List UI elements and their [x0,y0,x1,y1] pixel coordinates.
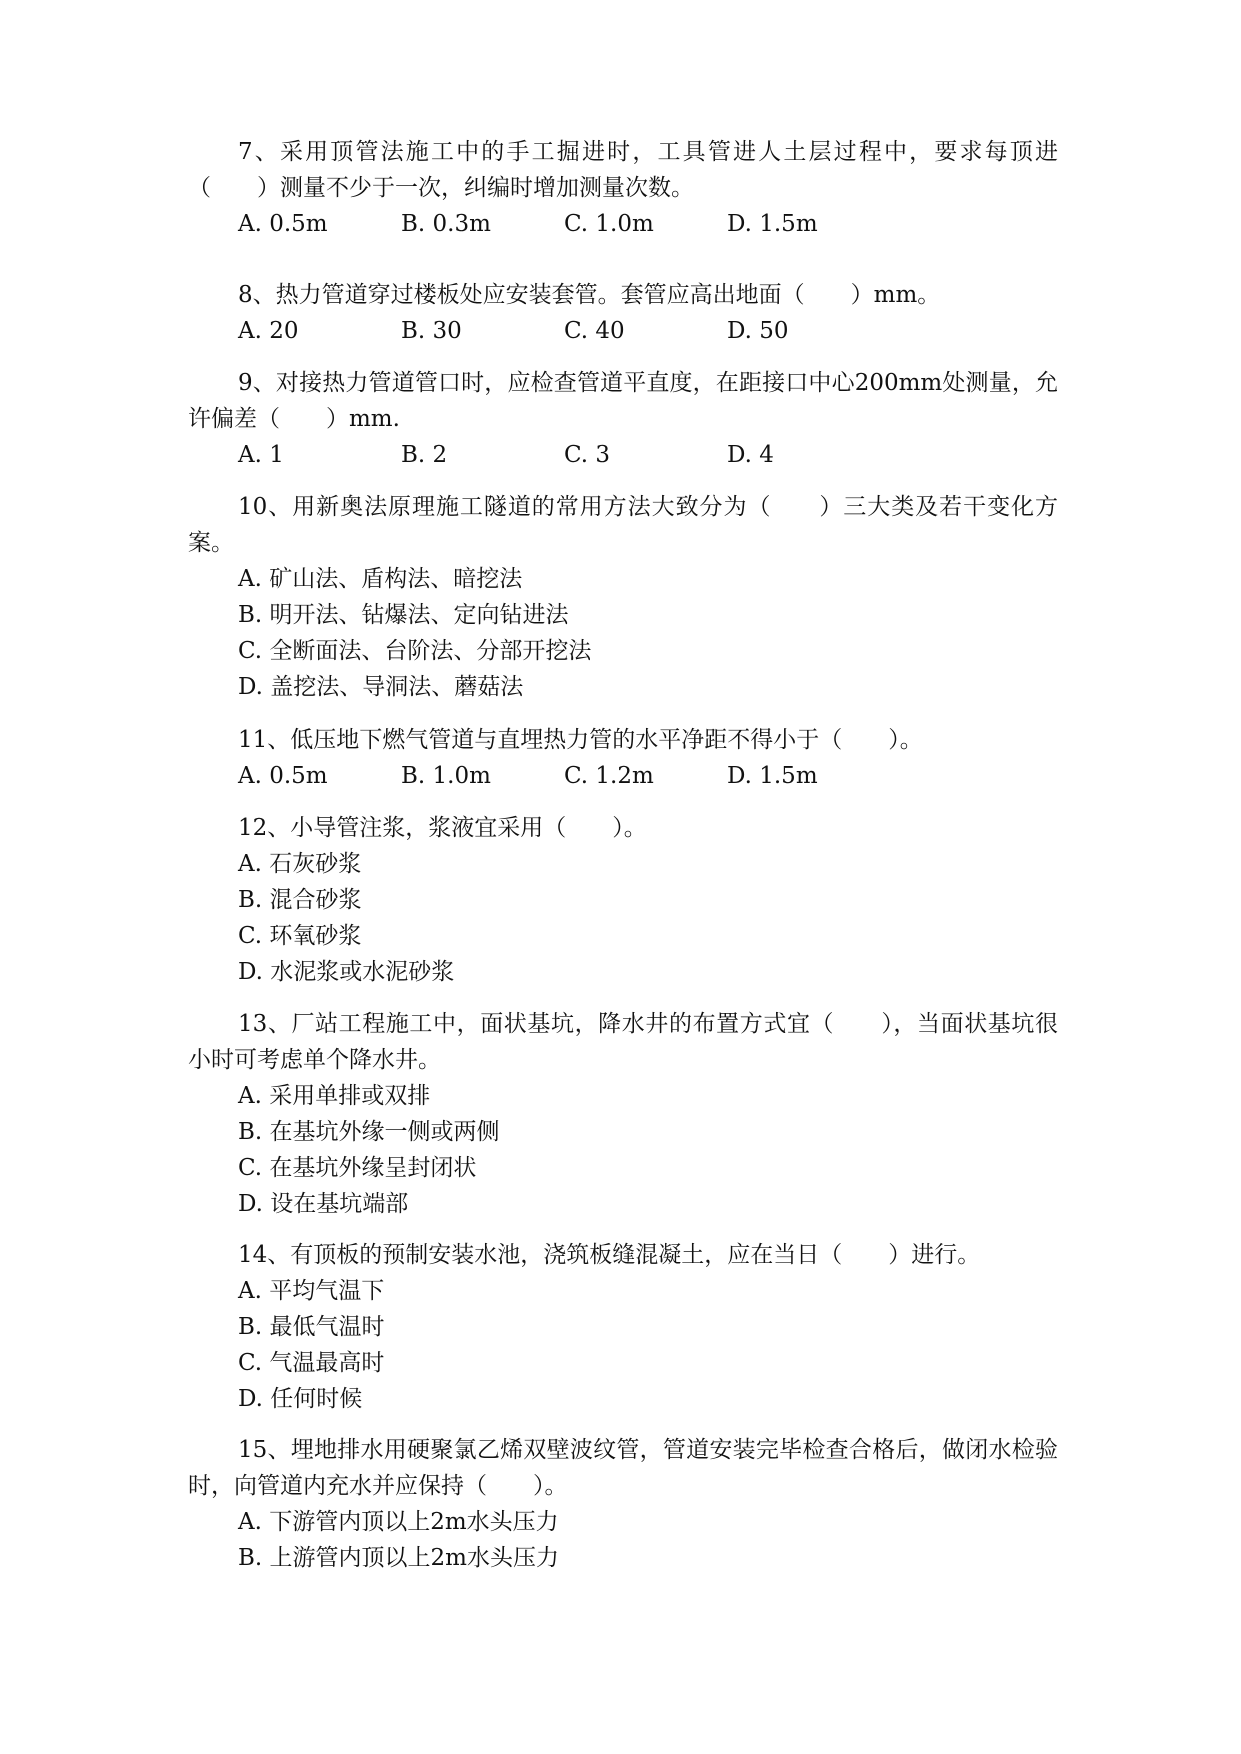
question-15 [188,1432,1058,1576]
option-a: A. 采用单排或双排 [238,1083,431,1109]
option-c: C. 环氧砂浆 [238,923,362,949]
question-11 [188,722,1058,794]
option-d: D. 4 [727,442,774,468]
options-row [188,758,1058,794]
option-d: D. 设在基坑端部 [238,1191,409,1217]
option-d: D. 50 [727,318,789,344]
question-stem: 8、热力管道穿过楼板处应安装套管。套管应高出地面（ ）mm。 [238,282,941,308]
question-10 [188,489,1058,705]
options-row [188,206,1058,242]
option-a: A. 0.5m [238,211,328,237]
options-list [188,1078,1058,1222]
option-d: D. 1.5m [727,211,818,237]
option-a: A. 20 [238,318,299,344]
option-c: C. 全断面法、台阶法、分部开挖法 [238,638,592,664]
question-8 [188,277,1058,349]
option-d: D. 盖挖法、导洞法、蘑菇法 [238,674,524,700]
option-c: C. 40 [564,318,625,344]
option-b: B. 在基坑外缘一侧或两侧 [238,1119,500,1145]
question-stem: 7、采用顶管法施工中的手工掘进时，工具管进人土层过程中，要求每顶进（ ）测量不少于一次，纠编时增加测量次数。 [188,139,1058,201]
question-stem: 14、有顶板的预制安装水池，浇筑板缝混凝土，应在当日（ ）进行。 [238,1242,981,1268]
option-a: A. 下游管内顶以上2m水头压力 [238,1509,559,1535]
option-a: A. 石灰砂浆 [238,851,362,877]
option-b: B. 混合砂浆 [238,887,362,913]
question-stem: 13、厂站工程施工中，面状基坑，降水井的布置方式宜（ ），当面状基坑很小时可考虑单个降水井。 [188,1011,1058,1073]
option-d: D. 任何时候 [238,1386,363,1412]
question-stem: 9、对接热力管道管口时，应检查管道平直度，在距接口中心200mm处测量，允许偏差（ ）mm. [188,370,1058,432]
option-a: A. 平均气温下 [238,1278,385,1304]
option-c: C. 1.0m [564,211,654,237]
question-13 [188,1006,1058,1222]
option-c: C. 3 [564,442,611,468]
option-a: A. 0.5m [238,763,328,789]
option-b: B. 30 [401,318,462,344]
option-a: A. 矿山法、盾构法、暗挖法 [238,566,523,592]
option-c: C. 1.2m [564,763,654,789]
option-b: B. 1.0m [401,763,491,789]
option-d: D. 水泥浆或水泥砂浆 [238,959,455,985]
option-a: A. 1 [238,442,284,468]
option-d: D. 1.5m [727,763,818,789]
options-list [188,1273,1058,1417]
options-list [188,561,1058,705]
question-stem: 12、小导管注浆，浆液宜采用（ ）。 [238,815,647,841]
option-b: B. 最低气温时 [238,1314,385,1340]
option-b: B. 2 [401,442,448,468]
options-list [188,846,1058,990]
question-12 [188,810,1058,990]
option-c: C. 气温最高时 [238,1350,385,1376]
question-stem: 11、低压地下燃气管道与直埋热力管的水平净距不得小于（ ）。 [238,727,923,753]
question-stem: 15、埋地排水用硬聚氯乙烯双壁波纹管，管道安装完毕检查合格后，做闭水检验时，向管道内充水并应保持（ ）。 [188,1437,1058,1499]
option-c: C. 在基坑外缘呈封闭状 [238,1155,477,1181]
options-row [188,437,1058,473]
question-stem: 10、用新奥法原理施工隧道的常用方法大致分为（ ）三大类及若干变化方案。 [188,494,1058,556]
option-b: B. 上游管内顶以上2m水头压力 [238,1545,559,1571]
options-row [188,313,1058,349]
option-b: B. 0.3m [401,211,491,237]
question-14 [188,1237,1058,1417]
question-7 [188,134,1058,242]
option-b: B. 明开法、钻爆法、定向钻进法 [238,602,569,628]
question-9 [188,365,1058,473]
options-list [188,1504,1058,1576]
